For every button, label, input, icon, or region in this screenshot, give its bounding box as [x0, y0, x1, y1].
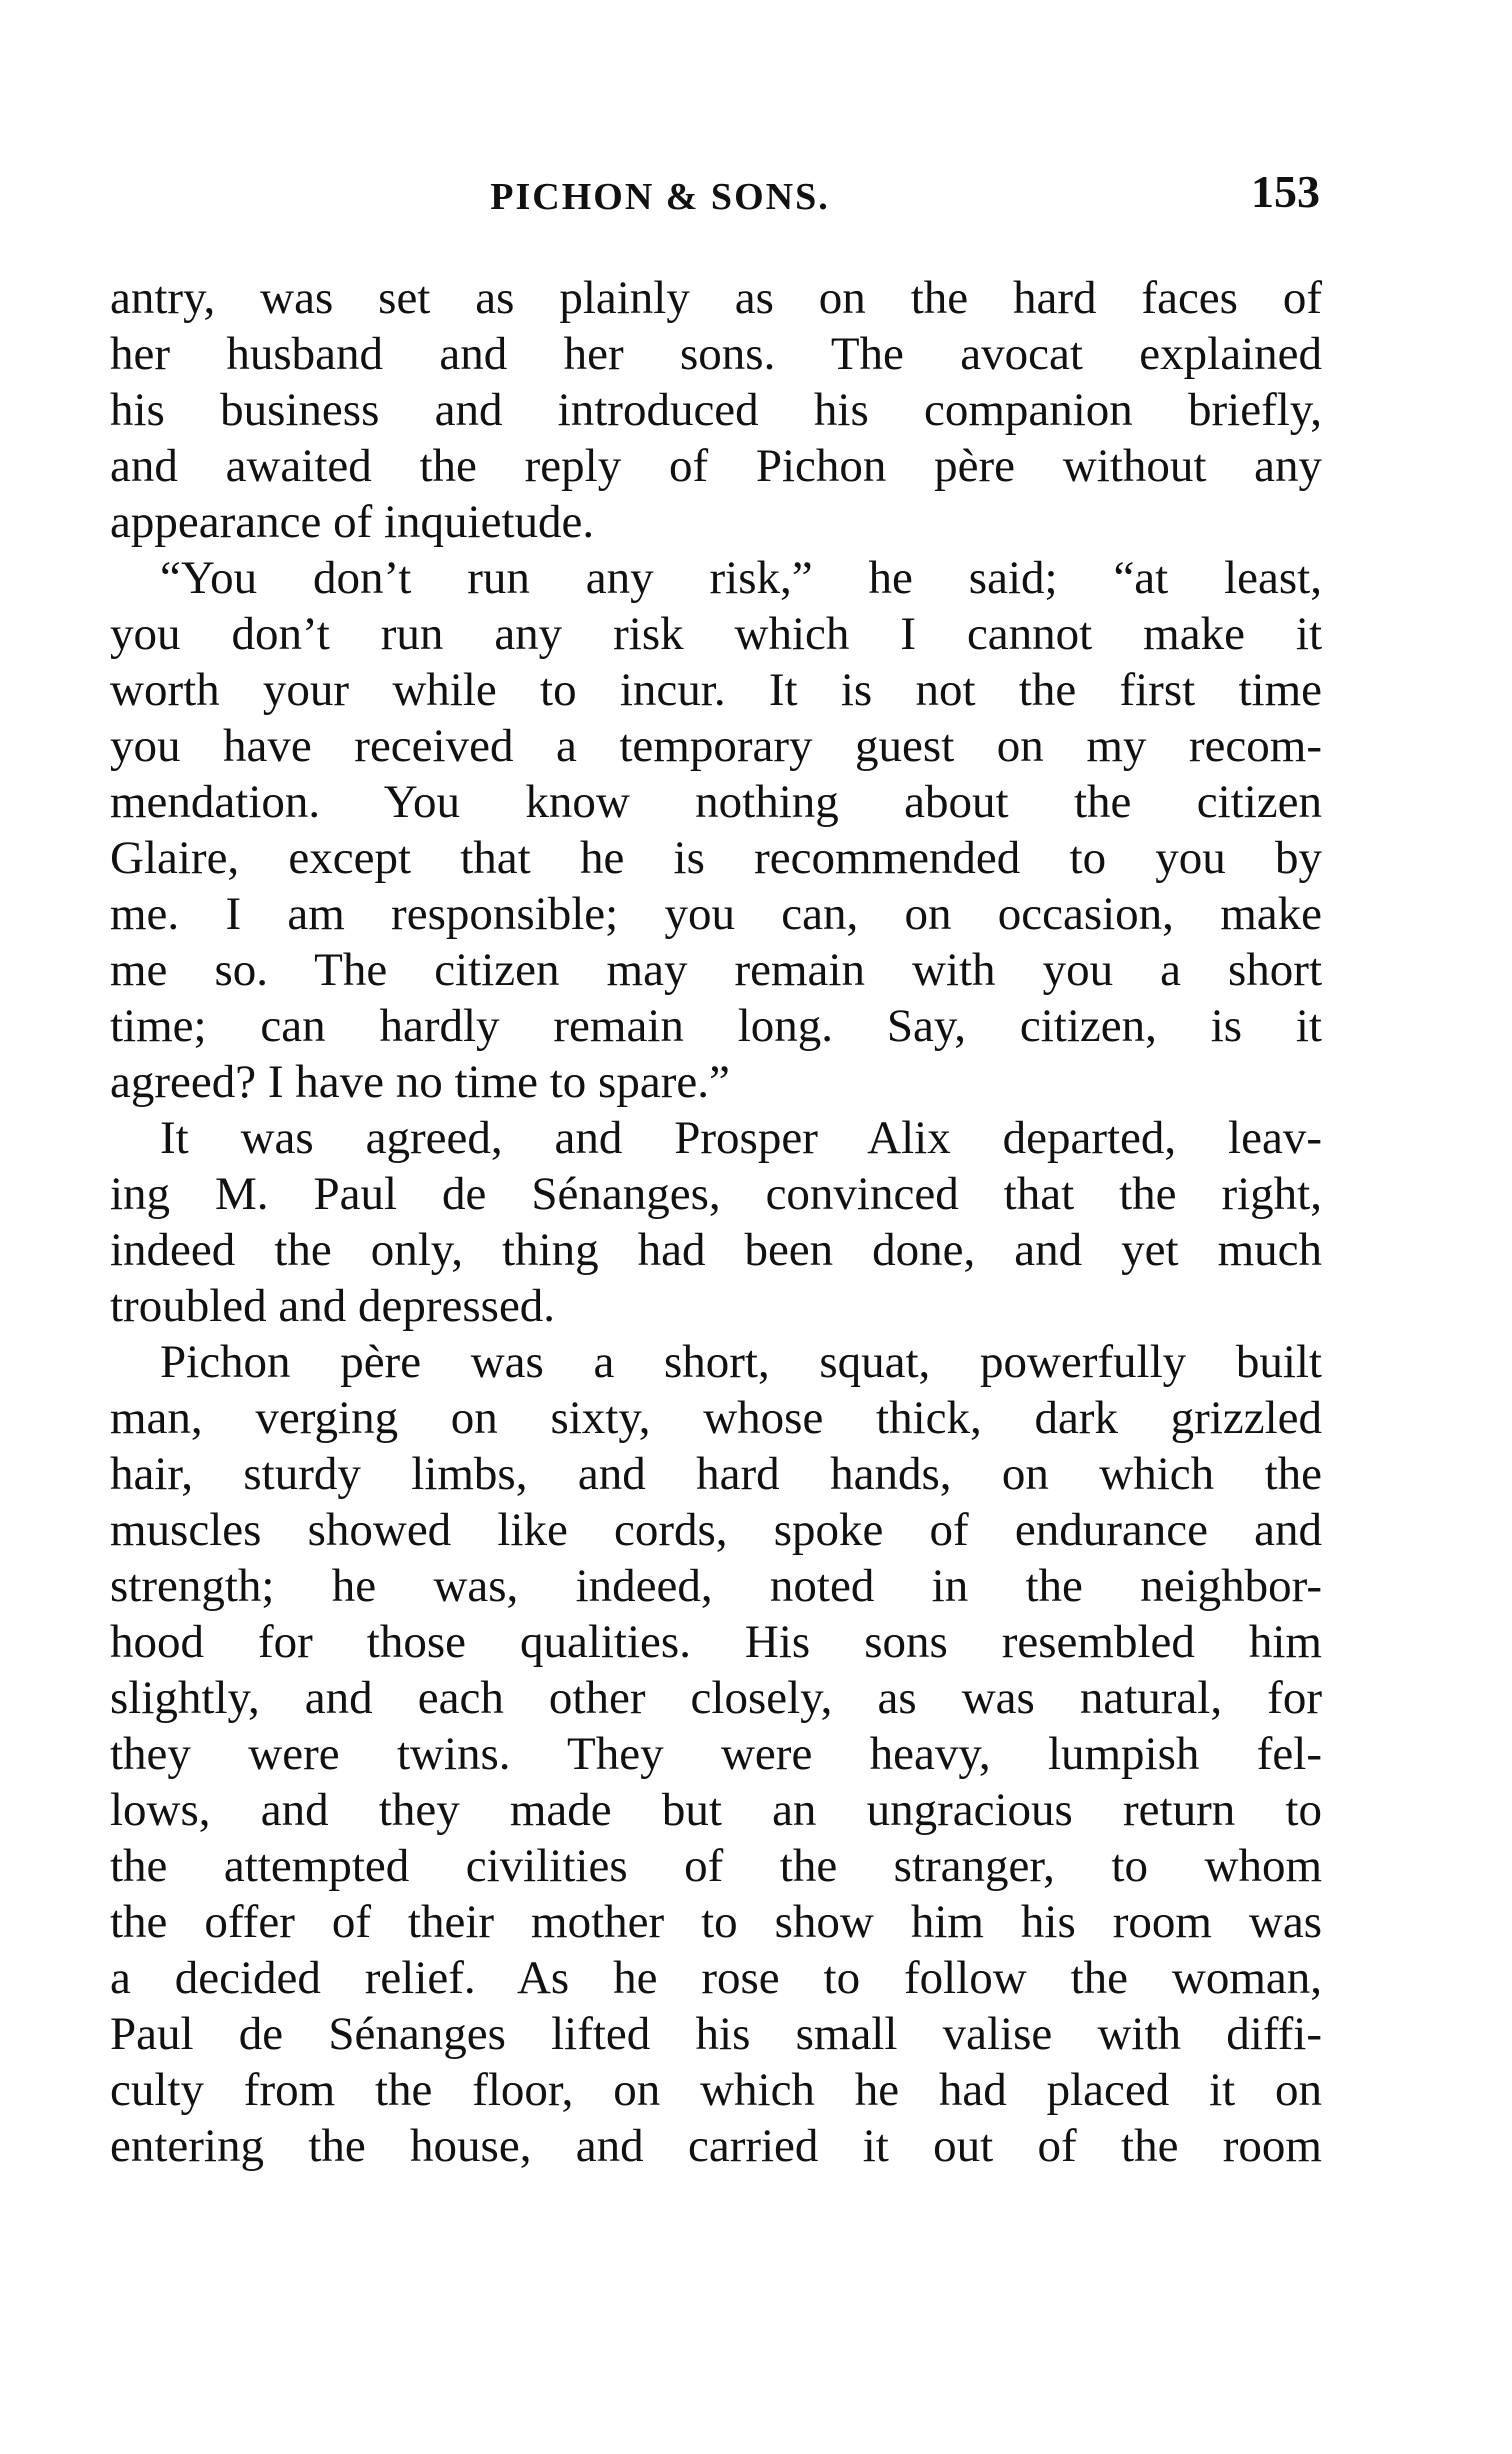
text-line: the attempted civilities of the stranger, to whom	[110, 1840, 1322, 1892]
text-line: you have received a temporary guest on my recom-	[110, 720, 1322, 772]
text-line: mendation. You know nothing about the citizen	[110, 776, 1322, 828]
text-line: strength; he was, indeed, noted in the neighbor-	[110, 1560, 1322, 1612]
running-head	[110, 165, 1320, 225]
text-line: culty from the floor, on which he had placed it on	[110, 2064, 1322, 2116]
text-line: man, verging on sixty, whose thick, dark grizzled	[110, 1392, 1322, 1444]
text-line: “You don’t run any risk,” he said; “at least,	[160, 552, 1322, 604]
text-line: they were twins. They were heavy, lumpish fel-	[110, 1728, 1322, 1780]
text-line: troubled and depressed.	[110, 1280, 556, 1332]
text-line: hood for those qualities. His sons resembled him	[110, 1616, 1322, 1668]
text-line: indeed the only, thing had been done, and yet much	[110, 1224, 1322, 1276]
text-line: and awaited the reply of Pichon père without any	[110, 440, 1322, 492]
running-title: PICHON & SONS.	[490, 176, 830, 218]
text-line: antry, was set as plainly as on the hard faces of	[110, 272, 1322, 324]
text-line: slightly, and each other closely, as was natural, for	[110, 1672, 1322, 1724]
text-line: me so. The citizen may remain with you a short	[110, 944, 1322, 996]
text-line: the offer of their mother to show him his room was	[110, 1896, 1322, 1948]
text-line: It was agreed, and Prosper Alix departed, leav-	[160, 1112, 1322, 1164]
text-line: his business and introduced his companion briefly,	[110, 384, 1322, 436]
text-line: Paul de Sénanges lifted his small valise with diffi-	[110, 2008, 1322, 2060]
text-line: Pichon père was a short, squat, powerfully built	[160, 1336, 1322, 1388]
body-text	[110, 270, 1322, 2174]
text-line: ing M. Paul de Sénanges, convinced that the right,	[110, 1168, 1322, 1220]
text-line: a decided relief. As he rose to follow the woman,	[110, 1952, 1322, 2004]
text-line: time; can hardly remain long. Say, citizen, is it	[110, 1000, 1322, 1052]
text-line: appearance of inquietude.	[110, 496, 595, 548]
text-line: her husband and her sons. The avocat explained	[110, 328, 1322, 380]
text-line: muscles showed like cords, spoke of endurance and	[110, 1504, 1322, 1556]
text-line: me. I am responsible; you can, on occasion, make	[110, 888, 1322, 940]
text-line: you don’t run any risk which I cannot make it	[110, 608, 1322, 660]
text-line: hair, sturdy limbs, and hard hands, on which the	[110, 1448, 1322, 1500]
text-line: lows, and they made but an ungracious return to	[110, 1784, 1322, 1836]
text-line: Glaire, except that he is recommended to you by	[110, 832, 1322, 884]
text-line: entering the house, and carried it out of the room	[110, 2120, 1322, 2172]
page-number: 153	[1251, 166, 1320, 217]
text-line: agreed? I have no time to spare.”	[110, 1056, 730, 1108]
text-line: worth your while to incur. It is not the first time	[110, 664, 1322, 716]
